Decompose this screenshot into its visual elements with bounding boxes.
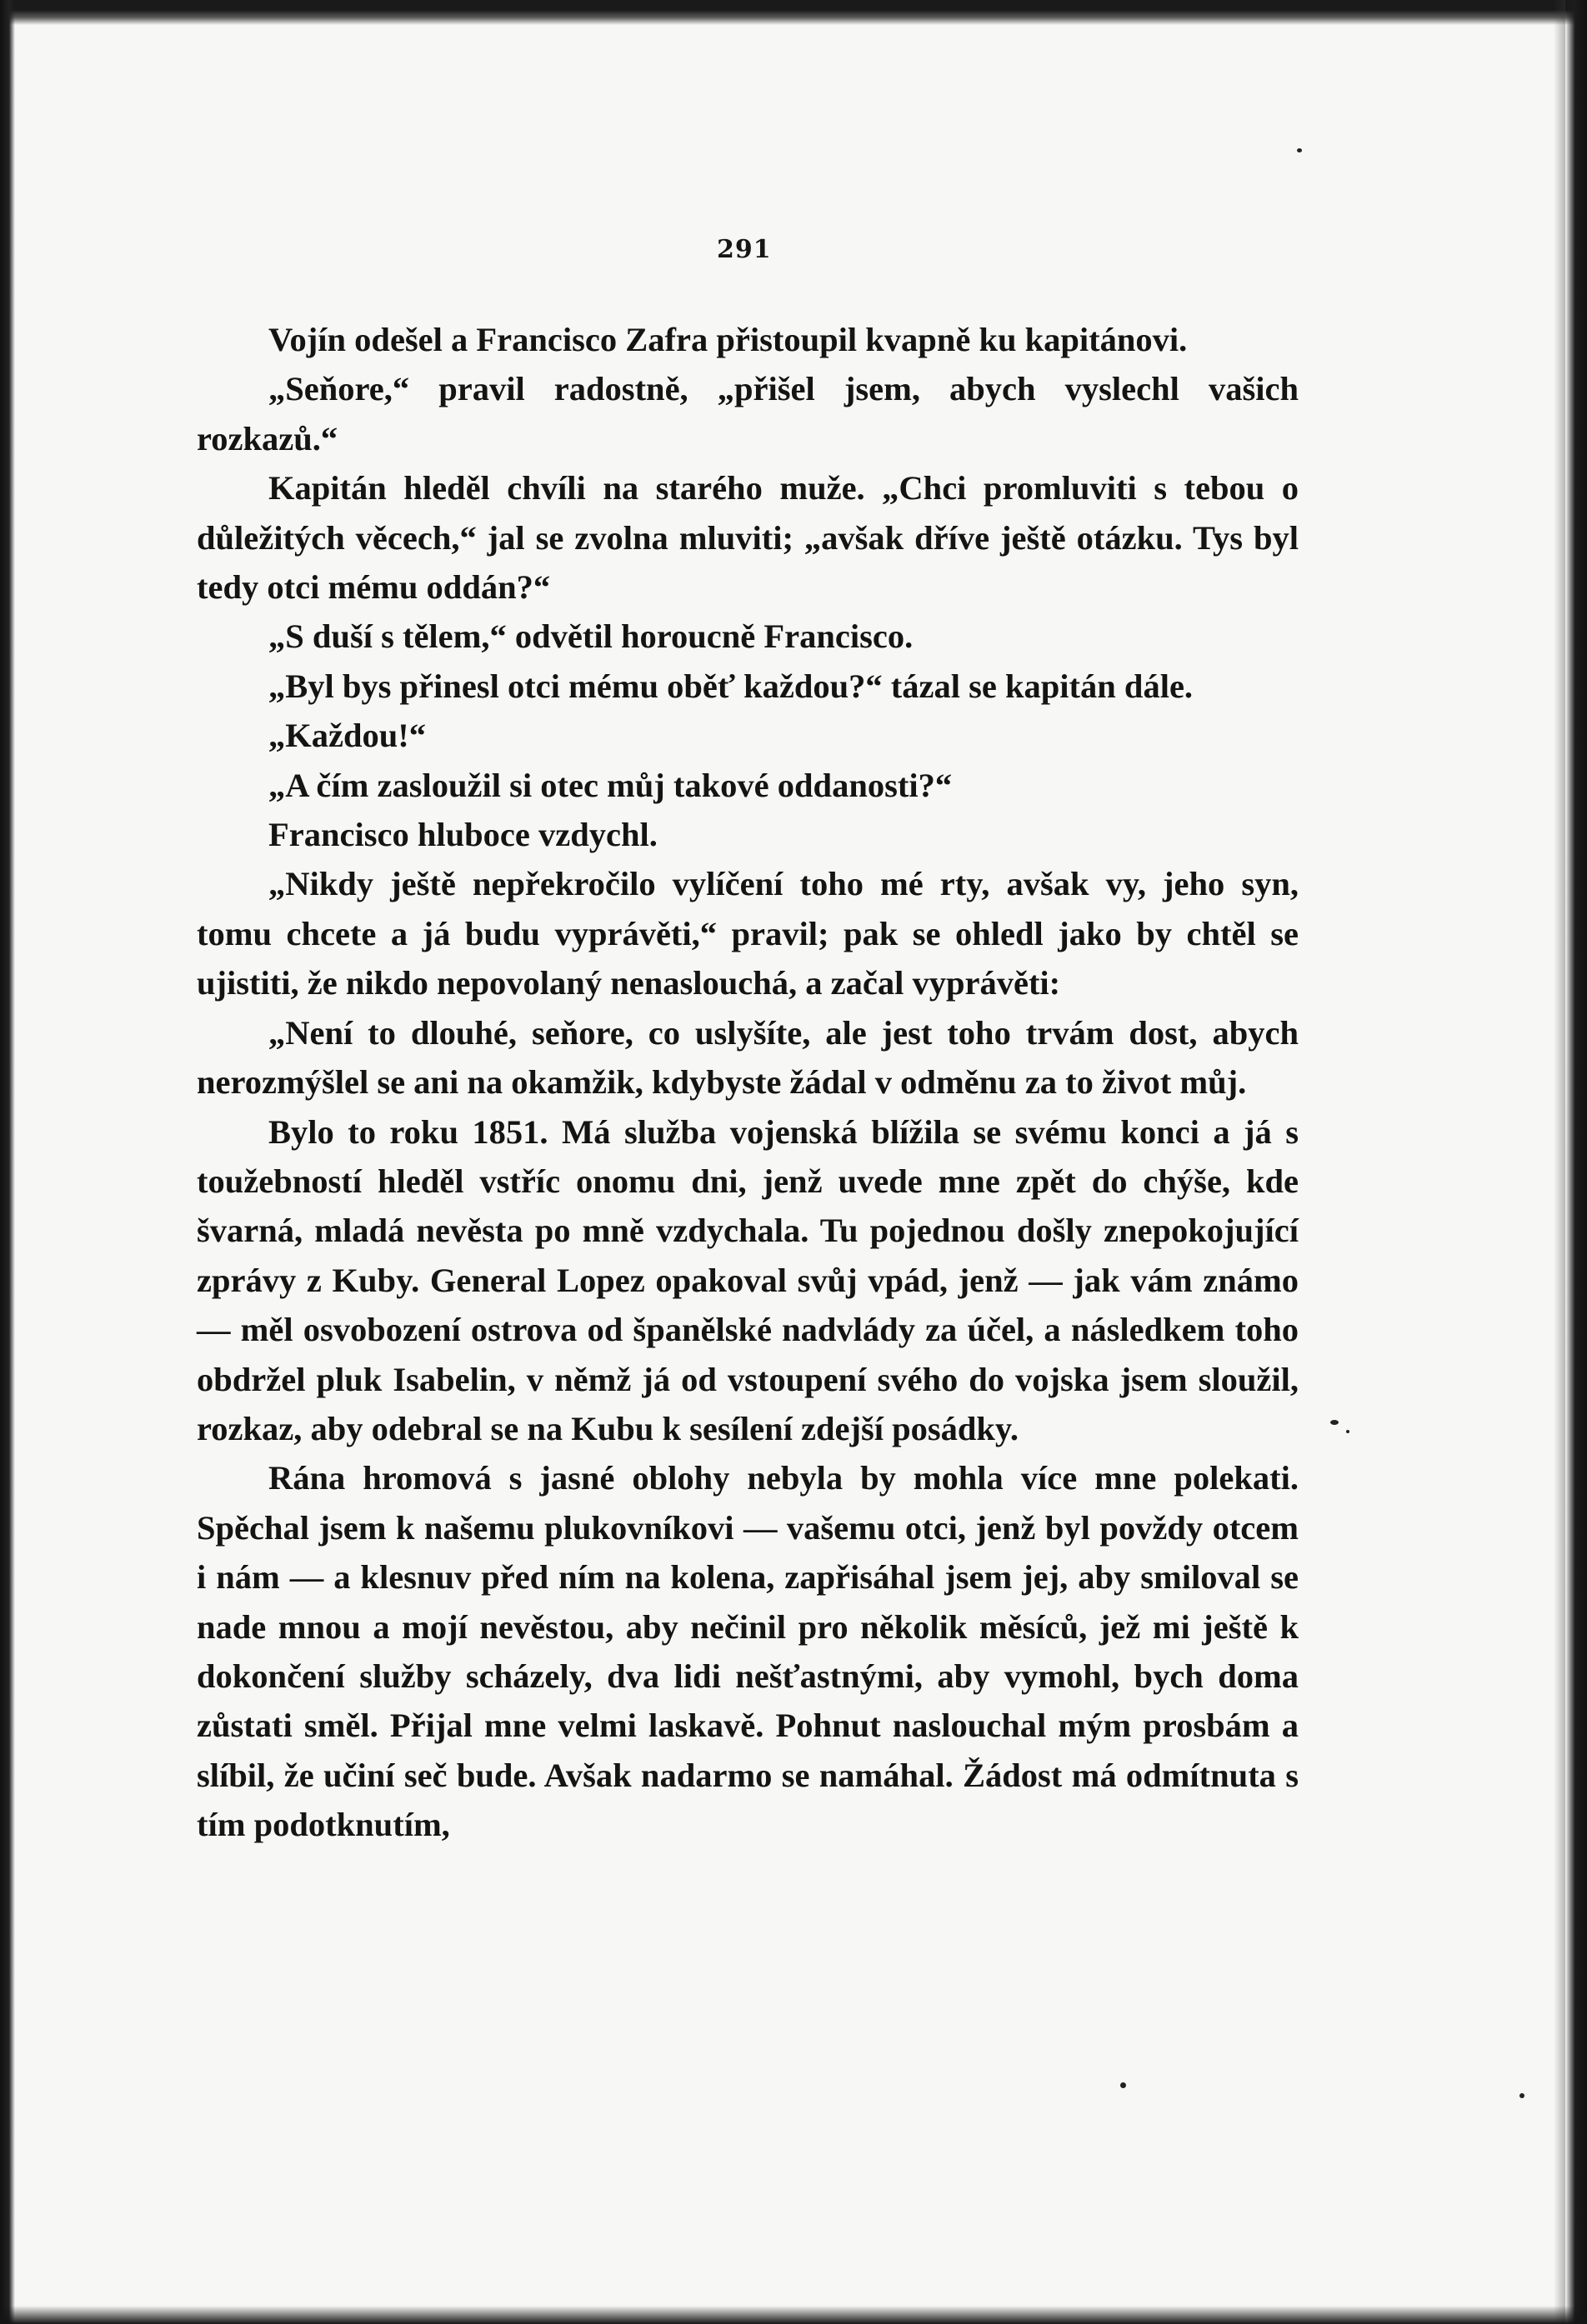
paragraph: Rána hromová s jasné oblohy nebyla by mohla více mne polekati. Spěchal jsem k našemu plukovníkovi — vašemu otci, jenž byl povždy otcem i nám — a klesnuv před ním na kolena, zapřisáhal jsem jej, aby smiloval se nade mnou a mojí nevěstou, aby nečinil pro několik měsíců, jež mi ještě k dokončení služby scházely, dva lidi nešťastnými, aby vymohl, bych doma zůstati směl. Přijal mne velmi laskavě. Pohnut naslouchal mým prosbám a slíbil, že učiní seč bude. Avšak nadarmo se namáhal. Žádost má odmítnuta s tím podotknutím, (197, 1459, 1299, 1844)
paragraph: „S duší s tělem,“ odvětil horoucně Francisco. (268, 617, 914, 656)
paragraph: Francisco hluboce vzdychl. (268, 816, 658, 854)
paragraph: „Byl bys přinesl otci mému oběť každou?“ tázal se kapitán dále. (268, 667, 1194, 705)
paragraph: Vojín odešel a Francisco Zafra přistoupil kvapně ku kapitánovi. (268, 321, 1188, 358)
paragraph: „A čím zasloužil si otec můj takové oddanosti?“ (268, 766, 953, 804)
scan-edge-top (0, 0, 1587, 25)
paragraph: „Každou!“ (268, 717, 427, 755)
page-number: 291 (717, 235, 772, 264)
paragraph: Kapitán hleděl chvíli na starého muže. „Chci promluviti s tebou o důležitých věcech,“ jal se zvolna mluviti; „avšak dříve ještě otázku. Tys byl tedy otci mému oddán?“ (197, 469, 1299, 607)
scan-speck (1120, 2082, 1126, 2088)
scan-speck (1297, 148, 1302, 152)
paragraph: „Nikdy ještě nepřekročilo vylíčení toho mé rty, avšak vy, jeho syn, tomu chcete a já budu vyprávěti,“ pravil; pak se ohledl jako by chtěl se ujistiti, že nikdo nepovolaný nenaslouchá, a začal vyprávěti: (197, 865, 1299, 1002)
paragraph: Bylo to roku 1851. Má služba vojenská blížila se svému konci a já s toužebností hleděl vstříc onomu dni, jenž uvede mne zpět do chýše, kde švarná, mladá nevěsta po mně vzdychala. Tu pojednou došly znepokojující zprávy z Kuby. General Lopez opakoval svůj vpád, jenž — jak vám známo — měl osvobození ostrova od španělské nadvlády za účel, a následkem toho obdržel pluk Isabelin, v němž já od vstoupení svého do vojska jsem sloužil, rozkaz, aby odebral se na Kubu k sesílení zdejší posádky. (197, 1112, 1299, 1447)
paragraph: „Není to dlouhé, seňore, co uslyšíte, ale jest toho trvám dost, abych nerozmýšlel se ani na okamžik, kdybyste žádal v odměnu za to život můj. (197, 1013, 1299, 1102)
paragraph: „Seňore,“ pravil radostně, „přišel jsem, abych vyslechl vašich rozkazů.“ (197, 370, 1299, 457)
scan-edge-left (0, 0, 15, 2324)
scan-edge-right-shadow (1554, 0, 1565, 2324)
scan-speck (1330, 1420, 1339, 1425)
scan-speck (1346, 1430, 1349, 1433)
body-text (197, 315, 1299, 1850)
scan-speck (1519, 2093, 1524, 2098)
scan-edge-right (1565, 0, 1587, 2324)
scan-edge-bottom (0, 2306, 1587, 2324)
